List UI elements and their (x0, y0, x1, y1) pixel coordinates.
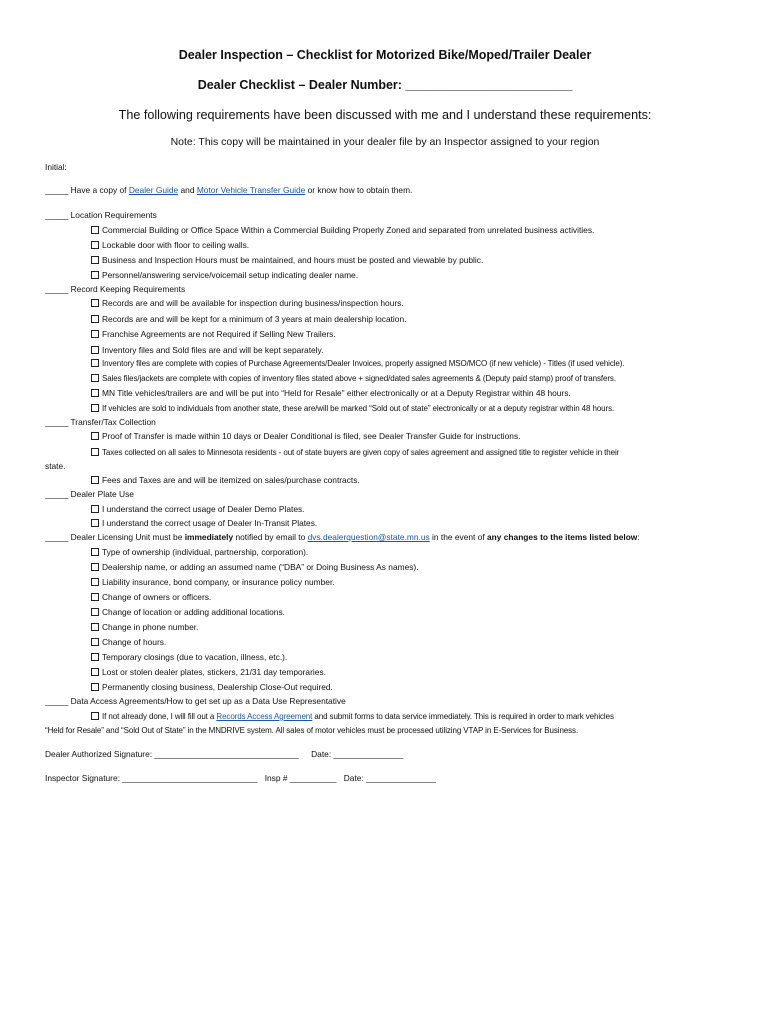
checkbox[interactable] (91, 476, 99, 484)
dealer-signature-line (45, 749, 403, 760)
checklist-item (91, 547, 308, 558)
licensing-colon: : (637, 532, 640, 542)
records-heading-line (45, 284, 185, 295)
checklist-item (91, 504, 305, 515)
inspector-date-field[interactable]: Date: _______________ (343, 773, 436, 783)
dealer-guide-link[interactable]: Dealer Guide (128, 185, 179, 195)
checkbox[interactable] (91, 389, 99, 397)
dealer-email-link[interactable]: dvs.dealerquestion@state.mn.us (307, 532, 430, 542)
checklist-item (91, 607, 285, 618)
checklist-item-text: If vehicles are sold to individuals from another state, these are/will be marked “Sold out of state” electronically or at a deputy registrar within 48 hours. (102, 404, 615, 413)
checklist-item (91, 667, 326, 678)
checklist-item-text: Change in phone number. (102, 622, 199, 632)
checklist-item-text: Lockable door with floor to ceiling walls. (102, 240, 250, 250)
checklist-item (91, 373, 616, 384)
checkbox[interactable] (91, 432, 99, 440)
licensing-emphasis: immediately (184, 532, 234, 542)
checklist-item-continuation: state. (45, 461, 66, 471)
records-heading: Record Keeping Requirements (70, 284, 186, 294)
checkbox[interactable] (91, 563, 99, 571)
dealer-number-line: Dealer Checklist – Dealer Number: ________________________ (197, 78, 573, 92)
checklist-item-text: Type of ownership (individual, partnership, corporation). (102, 547, 309, 557)
dealer-signature-field[interactable]: Dealer Authorized Signature: _______________________________ (45, 749, 299, 759)
checkbox[interactable] (91, 315, 99, 323)
checklist-item (91, 592, 211, 603)
plates-heading-line (45, 489, 134, 500)
checklist-item (91, 652, 287, 663)
checklist-item-text: Personnel/answering service/voicemail setup indicating dealer name. (102, 270, 359, 280)
initial-label: Initial: (45, 162, 67, 172)
checklist-item-text: Dealership name, or adding an assumed name (“DBA” or Doing Business As names). (102, 562, 419, 572)
checklist-item (91, 622, 198, 633)
checklist-item-text: Taxes collected on all sales to Minnesota residents - out of state buyers are given copy of sales agreement and assigned title to register vehicle in their (102, 448, 620, 457)
checklist-item-text: Fees and Taxes are and will be itemized on sales/purchase contracts. (102, 475, 360, 485)
guides-line (45, 185, 412, 196)
checkbox[interactable] (91, 593, 99, 601)
checklist-item (91, 270, 358, 281)
licensing-text: notified by email to (235, 532, 306, 542)
checklist-item (91, 388, 571, 399)
checkbox[interactable] (91, 256, 99, 264)
checkbox[interactable] (91, 653, 99, 661)
transfer-heading: Transfer/Tax Collection (70, 417, 156, 427)
checklist-item (91, 562, 419, 573)
transfer-heading-line (45, 417, 156, 428)
licensing-heading-line (45, 532, 640, 543)
checkbox[interactable] (91, 359, 99, 367)
checklist-item (91, 240, 249, 251)
requirements-statement: The following requirements have been discussed with me and I understand these requirements: (118, 108, 652, 122)
inspector-number-field[interactable]: Insp # __________ (264, 773, 337, 783)
checklist-item (91, 577, 335, 588)
records-access-agreement-link[interactable]: Records Access Agreement (216, 712, 313, 721)
checkbox[interactable] (91, 578, 99, 586)
checklist-item-text: Change of location or adding additional locations. (102, 607, 285, 617)
guides-prefix: Have a copy of (70, 185, 127, 195)
document-title: Dealer Inspection – Checklist for Motorized Bike/Moped/Trailer Dealer (178, 48, 592, 62)
checkbox[interactable] (91, 374, 99, 382)
checkbox[interactable] (91, 638, 99, 646)
plates-heading: Dealer Plate Use (70, 489, 134, 499)
checklist-item (91, 431, 520, 442)
checklist-item (91, 447, 619, 458)
checkbox[interactable] (91, 519, 99, 527)
inspector-signature-field[interactable]: Inspector Signature: _____________________________ (45, 773, 258, 783)
checklist-item-text: Business and Inspection Hours must be maintained, and hours must be posted and viewable by public. (102, 255, 484, 265)
checklist-item-text: If not already done, I will fill out a (102, 712, 215, 721)
checklist-item-text: MN Title vehicles/trailers are and will be put into “Held for Resale” either electronically or at a Deputy Registrar within 48 hours. (102, 388, 571, 398)
checklist-item-text: Permanently closing business, Dealership Close-Out required. (102, 682, 333, 692)
checklist-item-text: Proof of Transfer is made within 10 days or Dealer Conditional is filed, see Dealer Transfer Guide for instructions. (102, 431, 521, 441)
checklist-item (91, 298, 404, 309)
initial-blank[interactable]: _____ (45, 489, 69, 499)
checkbox[interactable] (91, 668, 99, 676)
transfer-guide-link[interactable]: Motor Vehicle Transfer Guide (196, 185, 306, 195)
checklist-item-text: Liability insurance, bond company, or insurance policy number. (102, 577, 335, 587)
copy-note: Note: This copy will be maintained in your dealer file by an Inspector assigned to your region (170, 136, 600, 148)
dealer-date-field[interactable]: Date: _______________ (311, 749, 404, 759)
checklist-item-text: I understand the correct usage of Dealer Demo Plates. (102, 504, 305, 514)
checklist-item-text: Records are and will be kept for a minimum of 3 years at main dealership location. (102, 314, 407, 324)
checklist-item (91, 329, 336, 340)
inspector-signature-line (45, 773, 436, 784)
guides-suffix: or know how to obtain them. (307, 185, 413, 195)
checklist-item-text: I understand the correct usage of Dealer In-Transit Plates. (102, 518, 318, 528)
checklist-item-text: Sales files/jackets are complete with copies of inventory files stated above + signed/dated sales agreements & (Deputy paid stamp) proof of transfers. (102, 374, 616, 383)
initial-blank[interactable]: _____ (45, 696, 69, 706)
checkbox[interactable] (91, 712, 99, 720)
checklist-item-text: Inventory files and Sold files are and will be kept separately. (102, 345, 324, 355)
checkbox[interactable] (91, 330, 99, 338)
location-heading: Location Requirements (70, 210, 157, 220)
checklist-item-text: Change of owners or officers. (102, 592, 212, 602)
data-access-heading-line (45, 696, 346, 707)
licensing-text: Dealer Licensing Unit must be (70, 532, 183, 542)
checkbox[interactable] (91, 226, 99, 234)
checkbox[interactable] (91, 404, 99, 412)
checkbox[interactable] (91, 608, 99, 616)
checklist-item-text: Inventory files are complete with copies of Purchase Agreements/Dealer Invoices, properly assigned MSO/MCO (if new vehicle) - Titles (if used vehicle). (102, 359, 625, 368)
checklist-item-text: Commercial Building or Office Space Within a Commercial Building Properly Zoned and separated from unrelated business activities. (102, 225, 595, 235)
checkbox[interactable] (91, 448, 99, 456)
checklist-item (91, 475, 360, 486)
checklist-item-text: and submit forms to data service immediately. This is required in order to mark vehicles (314, 712, 614, 721)
initial-blank[interactable]: _____ (45, 284, 69, 294)
checklist-item (91, 518, 317, 529)
checklist-item (91, 225, 594, 236)
checklist-item (91, 345, 323, 356)
checklist-item (91, 314, 406, 325)
data-access-heading: Data Access Agreements/How to get set up as a Data Use Representative (70, 696, 346, 706)
guides-and: and (180, 185, 195, 195)
licensing-text: in the event of (432, 532, 485, 542)
checkbox[interactable] (91, 505, 99, 513)
checkbox[interactable] (91, 623, 99, 631)
checklist-item-text: Temporary closings (due to vacation, illness, etc.). (102, 652, 288, 662)
checklist-item-text: Lost or stolen dealer plates, stickers, 21/31 day temporaries. (102, 667, 326, 677)
checklist-item-continuation: “Held for Resale” and “Sold Out of State” in the MNDRIVE system. All sales of motor vehicles must be processed utilizing VTAP in E-Services for Business. (45, 726, 579, 735)
checklist-item (91, 403, 614, 414)
checkbox[interactable] (91, 241, 99, 249)
checkbox[interactable] (91, 346, 99, 354)
checkbox[interactable] (91, 548, 99, 556)
checkbox[interactable] (91, 271, 99, 279)
initial-blank[interactable]: _____ (45, 185, 69, 195)
checklist-item (91, 637, 166, 648)
checklist-item-text: Change of hours. (102, 637, 167, 647)
licensing-emphasis: any changes to the items listed below (487, 532, 638, 542)
checklist-item (91, 358, 624, 369)
location-heading-line (45, 210, 157, 221)
checklist-item (91, 682, 333, 693)
checkbox[interactable] (91, 683, 99, 691)
initial-blank[interactable]: _____ (45, 210, 69, 220)
checklist-item (91, 255, 483, 266)
checklist-item-text: Franchise Agreements are not Required if Selling New Trailers. (102, 329, 336, 339)
checklist-item (91, 711, 614, 722)
checklist-item-text: Records are and will be available for inspection during business/inspection hours. (102, 298, 404, 308)
checkbox[interactable] (91, 299, 99, 307)
initial-blank[interactable]: _____ (45, 417, 69, 427)
initial-blank[interactable]: _____ (45, 532, 69, 542)
